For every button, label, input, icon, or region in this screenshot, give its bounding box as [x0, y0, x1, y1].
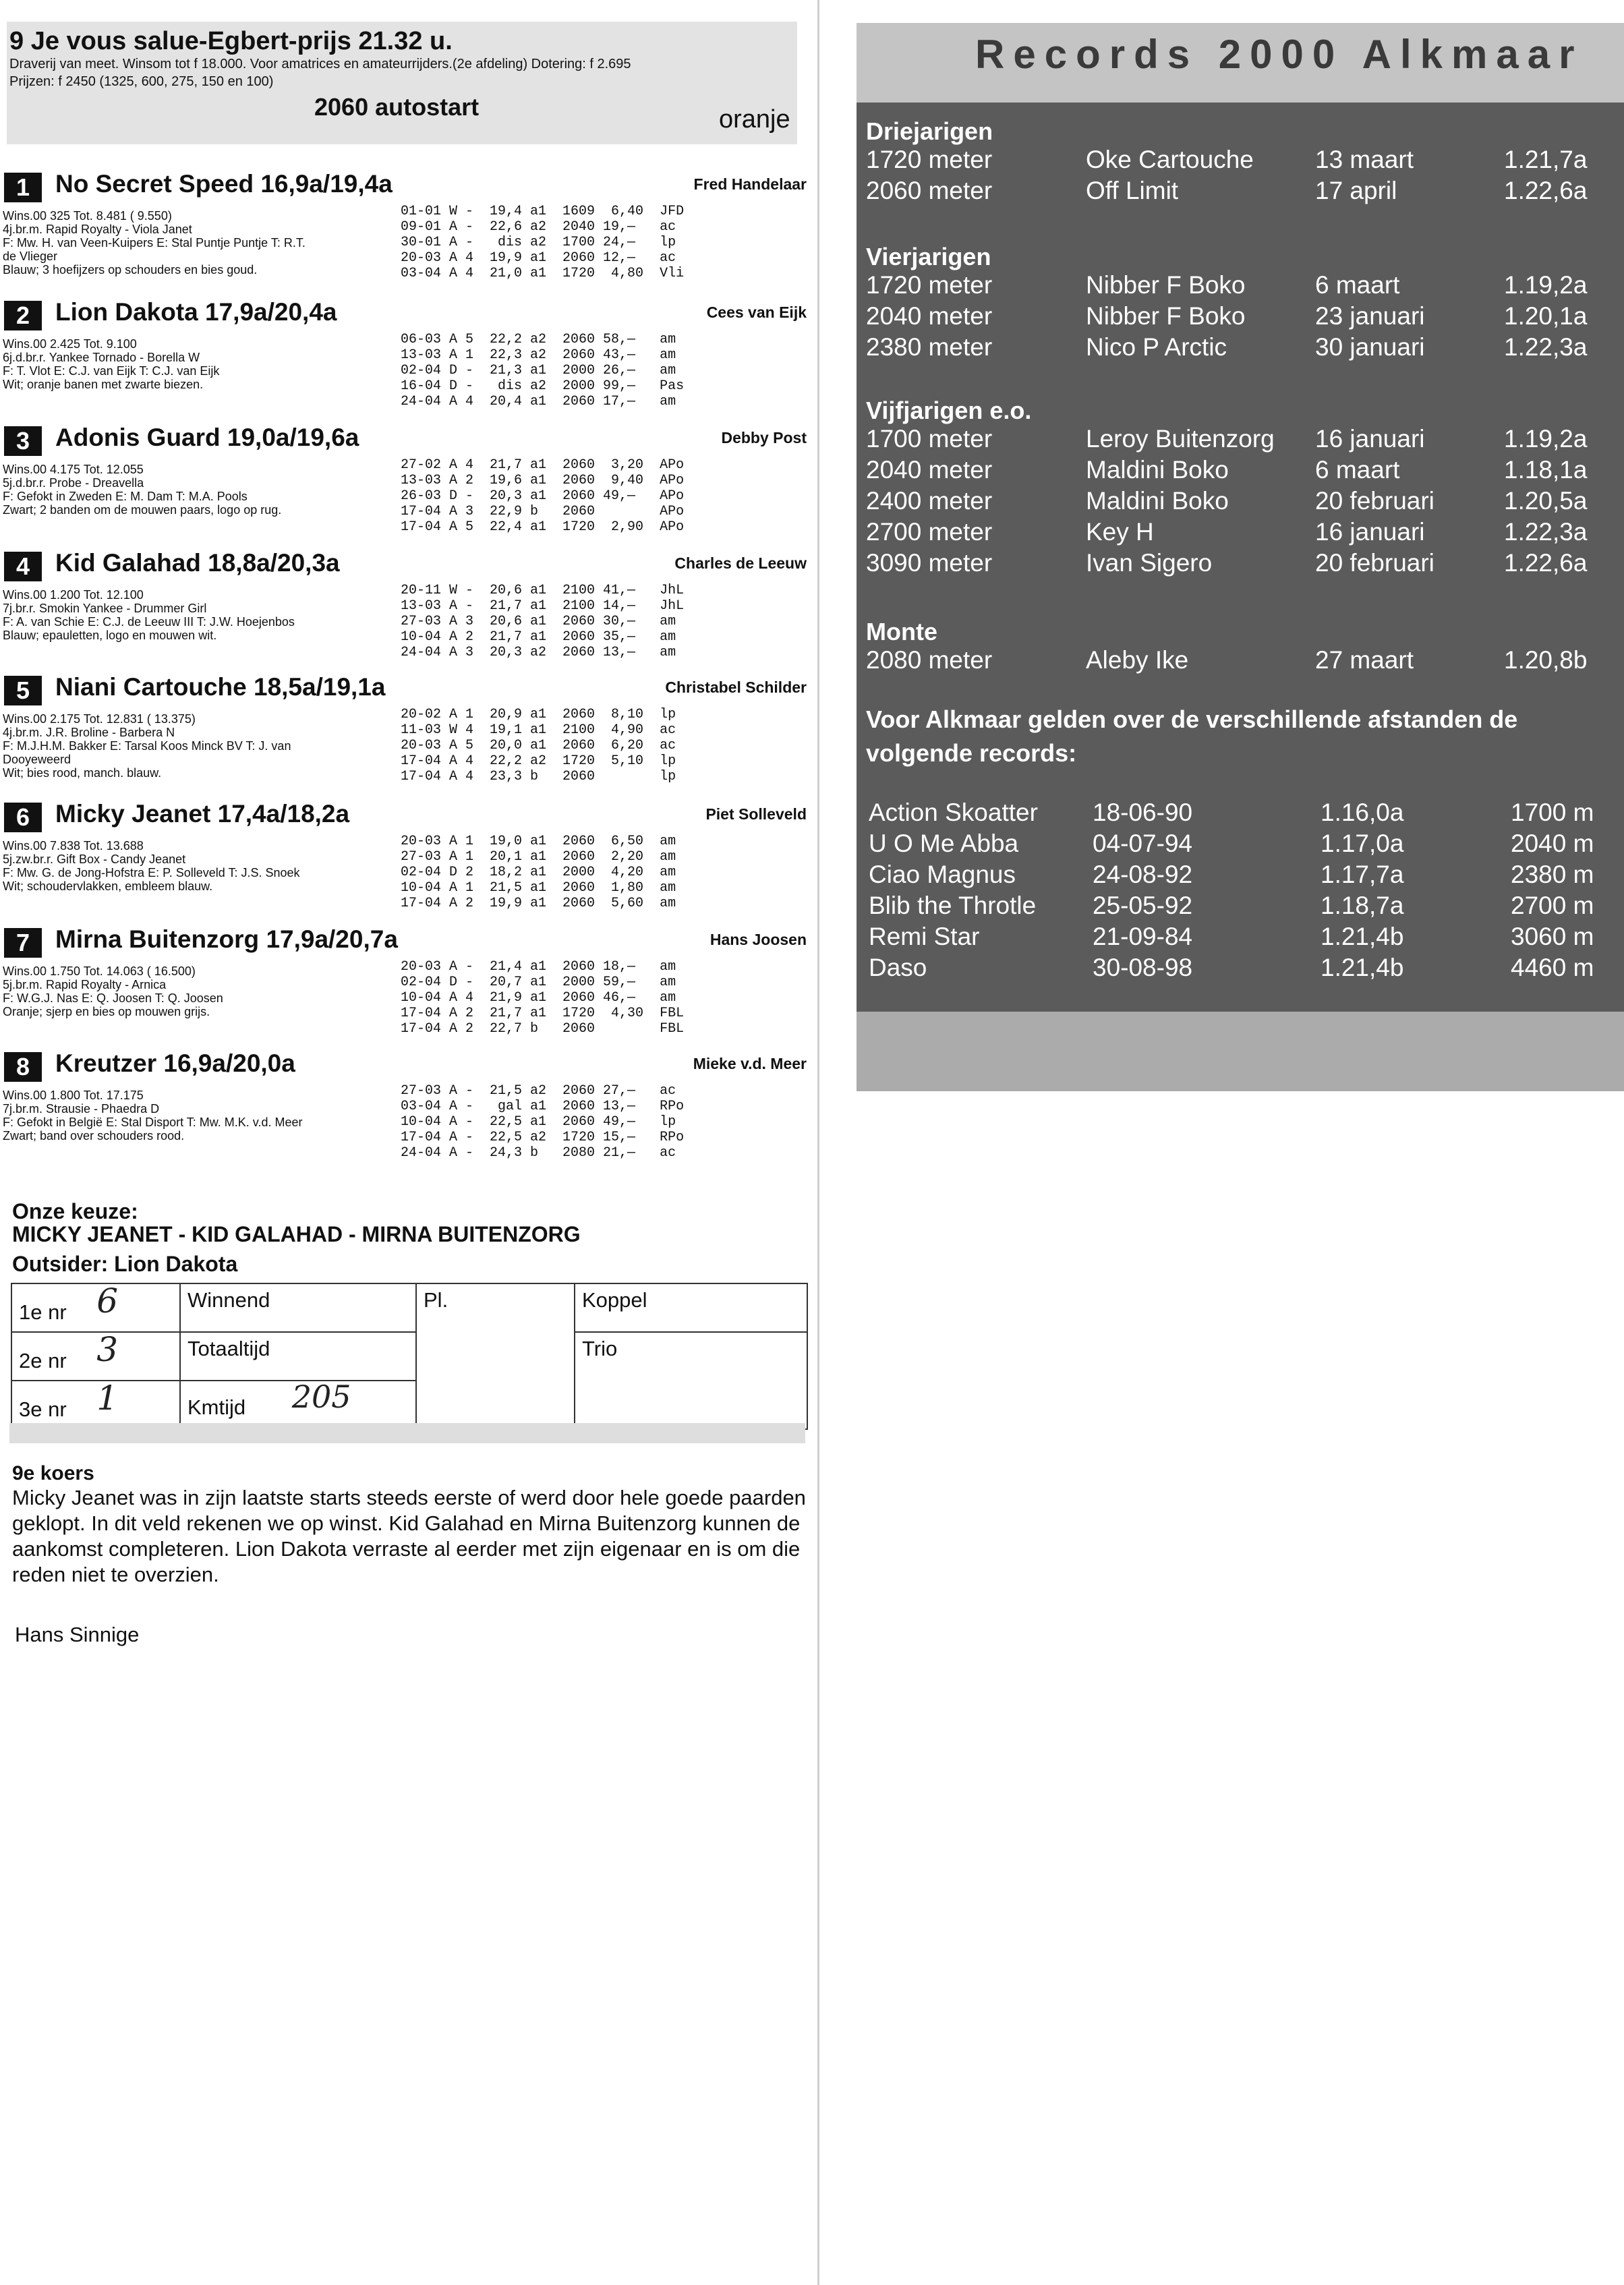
horse-info [3, 588, 401, 642]
horse-info [3, 712, 401, 780]
horse-info [3, 839, 401, 893]
records-panel [857, 23, 1624, 1091]
alltime-horse: U O Me Abba [869, 830, 1019, 857]
horse-info-line: Wins.00 1.200 Tot. 12.100 [3, 588, 144, 602]
bet-field-cell[interactable] [180, 1381, 416, 1429]
record-time: 1.19,2a [1504, 271, 1588, 299]
horse-info [3, 964, 401, 1018]
record-distance: 2060 meter [866, 177, 993, 204]
run-line: 20-03 A 1 19,0 a1 2060 6,50 am [401, 834, 676, 849]
alltime-time: 1.17,7a [1321, 861, 1404, 888]
horse-info-line: Blauw; epauletten, logo en mouwen wit. [3, 629, 217, 642]
record-category: Vijfjarigen e.o. [866, 397, 1032, 424]
bet-pl-cell[interactable] [416, 1283, 575, 1429]
record-date: 20 februari [1315, 487, 1434, 515]
record-date: 23 januari [1315, 302, 1425, 330]
horse-info-line: F: W.G.J. Nas E: Q. Joosen T: Q. Joosen [3, 991, 223, 1005]
horse-driver: Piet Solleveld [705, 805, 807, 823]
run-line: 17-04 A 4 23,3 b 2060 lp [401, 769, 676, 784]
horse-info-line: Wit; schoudervlakken, embleem blauw. [3, 879, 213, 893]
horse-info-line: Zwart; band over schouders rood. [3, 1129, 185, 1142]
run-line: 24-04 A 4 20,4 a1 2060 17,— am [401, 394, 676, 409]
alltime-date: 04-07-94 [1093, 830, 1193, 857]
run-line: 17-04 A 4 22,2 a2 1720 5,10 lp [401, 753, 676, 769]
alltime-row [857, 954, 1624, 985]
run-line: 30-01 A - dis a2 1700 24,— lp [401, 235, 676, 250]
race-prizes: Prijzen: f 2450 (1325, 600, 275, 150 en 100) [9, 74, 274, 89]
choice-picks: MICKY JEANET - KID GALAHAD - MIRNA BUITENZORG [12, 1222, 581, 1246]
horse-driver: Charles de Leeuw [674, 554, 807, 572]
horse-name: Kid Galahad 18,8a/20,3a [55, 549, 340, 577]
run-line: 13-03 A - 21,7 a1 2100 14,— JhL [401, 598, 685, 614]
run-line: 06-03 A 5 22,2 a2 2060 58,— am [401, 332, 676, 347]
record-time: 1.19,2a [1504, 425, 1588, 453]
records-bottom-band [857, 1012, 1624, 1091]
bet-field-cell[interactable] [180, 1283, 416, 1332]
handwritten-number: 6 [96, 1281, 119, 1321]
record-horse: Nico P Arctic [1086, 333, 1227, 361]
horse-number-badge: 8 [4, 1052, 42, 1082]
horse-info-line: F: M.J.H.M. Bakker E: Tarsal Koos Minck BV T: J. van [3, 739, 291, 753]
record-horse: Ivan Sigero [1086, 549, 1213, 577]
horse-number-badge: 1 [4, 173, 42, 202]
run-line: 24-04 A - 24,3 b 2080 21,— ac [401, 1145, 676, 1161]
horse-info-line: F: Mw. H. van Veen-Kuipers E: Stal Puntje Puntje T: R.T. [3, 236, 306, 250]
run-line: 13-03 A 1 22,3 a2 2060 43,— am [401, 347, 676, 363]
horse-info-line: 5j.br.m. Rapid Royalty - Arnica [3, 978, 167, 991]
run-line: 17-04 A 2 21,7 a1 1720 4,30 FBL [401, 1006, 685, 1021]
bet-row [11, 1283, 807, 1332]
choice-label: Onze keuze: [12, 1199, 138, 1223]
horse-name: Mirna Buitenzorg 17,9a/20,7a [55, 925, 398, 953]
horse-driver: Mieke v.d. Meer [693, 1055, 807, 1072]
horse-number-badge: 4 [4, 552, 42, 581]
separator-band [9, 1423, 805, 1443]
record-category: Vierjarigen [866, 243, 991, 270]
run-line: 27-03 A 3 20,6 a1 2060 30,— am [401, 614, 676, 629]
record-distance: 1720 meter [866, 271, 993, 299]
record-horse: Maldini Boko [1086, 487, 1229, 515]
records-note: Voor Alkmaar gelden over de verschillende afstanden de volgende records: [866, 705, 1518, 767]
alltime-row [857, 923, 1624, 954]
horse-recent-runs [401, 457, 684, 535]
record-distance: 1720 meter [866, 146, 993, 173]
record-horse: Oke Cartouche [1086, 146, 1254, 173]
record-date: 6 maart [1315, 271, 1400, 299]
record-row [857, 646, 1624, 677]
record-horse: Aleby Ike [1086, 646, 1189, 674]
alltime-time: 1.21,4b [1321, 954, 1404, 981]
horse-info-line: 4j.br.m. J.R. Broline - Barbera N [3, 726, 175, 739]
horse-driver: Christabel Schilder [665, 678, 807, 696]
record-row [857, 302, 1624, 333]
race-conditions: Draverij van meet. Winsom tot f 18.000. Voor amatrices en amateurrijders.(2e afdeling) Dotering: f 2.695 [9, 57, 631, 71]
handwritten-number: 3 [96, 1330, 119, 1369]
record-time: 1.22,3a [1504, 518, 1588, 546]
record-horse: Key H [1086, 518, 1154, 546]
bet-row [11, 1332, 807, 1381]
run-line: 27-03 A 1 20,1 a1 2060 2,20 am [401, 849, 676, 865]
outsider: Outsider: Lion Dakota [12, 1252, 238, 1276]
horse-recent-runs [401, 583, 684, 660]
alltime-distance: 3060 m [1511, 923, 1594, 950]
bet-trio-cell[interactable] [575, 1332, 807, 1429]
horse-recent-runs [401, 204, 684, 281]
horse-name: No Secret Speed 16,9a/19,4a [55, 170, 393, 198]
horse-info-line: 4j.br.m. Rapid Royalty - Viola Janet [3, 223, 192, 236]
record-row [857, 177, 1624, 208]
horse-name: Kreutzer 16,9a/20,0a [55, 1049, 295, 1077]
horse-number-badge: 5 [4, 676, 42, 705]
record-category: Driejarigen [866, 117, 993, 145]
record-time: 1.21,7a [1504, 146, 1588, 173]
record-date: 16 januari [1315, 518, 1425, 546]
handwritten-number: 1 [96, 1379, 119, 1418]
horse-info-line: 6j.d.br.r. Yankee Tornado - Borella W [3, 351, 200, 364]
author: Hans Sinnige [15, 1623, 140, 1646]
analysis-text: Micky Jeanet was in zijn laatste starts steeds eerste of werd door hele goede paarden geklopt. In dit veld rekenen we op winst. Kid Galahad en Mirna Buitenzorg kunnen de aankomst completeren. Lion Dakota verraste al eerder met zijn eigenaar en is om die reden niet te overzien. [12, 1486, 806, 1586]
run-line: 27-03 A - 21,5 a2 2060 27,— ac [401, 1083, 676, 1099]
horse-name: Niani Cartouche 18,5a/19,1a [55, 673, 386, 701]
horse-driver: Debby Post [721, 429, 807, 446]
bet-field-label: Winnend [187, 1288, 270, 1312]
record-row [857, 146, 1624, 177]
run-line: 03-04 A - gal a1 2060 13,— RPo [401, 1099, 685, 1114]
horse-info-line: Dooyeweerd [3, 753, 71, 766]
run-line: 20-02 A 1 20,9 a1 2060 8,10 lp [401, 707, 676, 722]
horse-info-line: Wins.00 1.750 Tot. 14.063 ( 16.500) [3, 964, 196, 978]
horse-number-badge: 6 [4, 803, 42, 832]
horse-info-line: F: A. van Schie E: C.J. de Leeuw III T: J.W. Hoejenbos [3, 615, 295, 629]
run-line: 10-04 A 2 21,7 a1 2060 35,— am [401, 629, 676, 645]
horse-driver: Cees van Eijk [706, 303, 807, 321]
run-line: 20-03 A - 21,4 a1 2060 18,— am [401, 959, 676, 975]
alltime-date: 18-06-90 [1093, 799, 1193, 826]
alltime-distance: 2380 m [1511, 861, 1594, 888]
race-start-type: 2060 autostart [314, 93, 480, 121]
alltime-time: 1.18,7a [1321, 892, 1404, 919]
bet-number-cell[interactable] [11, 1283, 180, 1332]
horse-number-badge: 7 [4, 928, 42, 958]
alltime-date: 24-08-92 [1093, 861, 1193, 888]
alltime-row [857, 892, 1624, 923]
alltime-row [857, 799, 1624, 830]
run-line: 03-04 A 4 21,0 a1 1720 4,80 Vli [401, 266, 685, 281]
run-line: 27-02 A 4 21,7 a1 2060 3,20 APo [401, 457, 685, 473]
bet-field-cell[interactable] [180, 1332, 416, 1381]
horse-recent-runs [401, 1083, 684, 1161]
run-line: 16-04 D - dis a2 2000 99,— Pas [401, 378, 685, 394]
alltime-time: 1.17,0a [1321, 830, 1404, 857]
horse-driver: Fred Handelaar [693, 175, 807, 193]
record-horse: Leroy Buitenzorg [1086, 425, 1275, 453]
run-line: 02-04 D - 21,3 a1 2000 26,— am [401, 363, 676, 378]
alltime-horse: Daso [869, 954, 927, 981]
horse-entry [0, 800, 809, 921]
horse-info-line: F: Mw. G. de Jong-Hofstra E: P. Solleveld T: J.S. Snoek [3, 866, 300, 879]
horse-recent-runs [401, 707, 676, 784]
horse-info [3, 209, 401, 277]
column-divider [817, 0, 819, 2285]
horse-info-line: de Vlieger [3, 250, 58, 263]
horse-entry [0, 424, 809, 545]
run-line: 10-04 A - 22,5 a1 2060 49,— lp [401, 1114, 676, 1130]
horse-recent-runs [401, 959, 684, 1037]
horse-entry [0, 298, 809, 420]
run-line: 24-04 A 3 20,3 a2 2060 13,— am [401, 645, 676, 660]
horse-info [3, 463, 401, 517]
horse-info-line: Oranje; sjerp en bies op mouwen grijs. [3, 1005, 210, 1018]
alltime-horse: Remi Star [869, 923, 980, 950]
horse-entry [0, 673, 809, 794]
record-row [857, 549, 1624, 580]
record-distance: 2400 meter [866, 487, 993, 515]
alltime-distance: 1700 m [1511, 799, 1594, 826]
run-line: 02-04 D - 20,7 a1 2000 59,— am [401, 975, 676, 990]
horse-name: Micky Jeanet 17,4a/18,2a [55, 800, 350, 828]
horse-driver: Hans Joosen [709, 931, 807, 948]
run-line: 10-04 A 4 21,9 a1 2060 46,— am [401, 990, 676, 1006]
run-line: 20-11 W - 20,6 a1 2100 41,— JhL [401, 583, 685, 598]
horse-info-line: Zwart; 2 banden om de mouwen paars, logo op rug. [3, 503, 282, 517]
horse-number-badge: 2 [4, 301, 42, 330]
horse-info-line: Blauw; 3 hoefijzers op schouders en bies goud. [3, 263, 258, 277]
record-row [857, 425, 1624, 456]
horse-info-line: Wins.00 4.175 Tot. 12.055 [3, 463, 144, 476]
horse-info-line: 5j.zw.br.r. Gift Box - Candy Jeanet [3, 852, 186, 866]
horse-info-line: F: Gefokt in België E: Stal Disport T: Mw. M.K. v.d. Meer [3, 1116, 303, 1129]
record-date: 20 februari [1315, 549, 1434, 577]
horse-info [3, 1089, 401, 1142]
alltime-row [857, 861, 1624, 892]
alltime-date: 30-08-98 [1093, 954, 1193, 981]
bet-row-label: 2e nr [19, 1349, 67, 1372]
horse-entry [0, 170, 809, 291]
horse-info-line: 7j.br.r. Smokin Yankee - Drummer Girl [3, 602, 207, 615]
record-distance: 2700 meter [866, 518, 993, 546]
record-horse: Off Limit [1086, 177, 1179, 204]
bet-trio-label: Trio [582, 1337, 618, 1360]
record-time: 1.20,8b [1504, 646, 1588, 674]
record-distance: 2080 meter [866, 646, 993, 674]
record-horse: Nibber F Boko [1086, 271, 1246, 299]
horse-info-line: F: T. Vlot E: C.J. van Eijk T: C.J. van Eijk [3, 364, 220, 378]
record-distance: 2040 meter [866, 302, 993, 330]
horse-info-line: Wins.00 325 Tot. 8.481 ( 9.550) [3, 209, 172, 223]
run-line: 02-04 D 2 18,2 a1 2000 4,20 am [401, 865, 676, 880]
horse-entry [0, 549, 809, 670]
records-banner [857, 23, 1624, 103]
record-date: 30 januari [1315, 333, 1425, 361]
horse-info-line: 7j.br.m. Strausie - Phaedra D [3, 1102, 160, 1116]
alltime-horse: Action Skoatter [869, 799, 1038, 826]
record-horse: Maldini Boko [1086, 456, 1229, 484]
run-line: 10-04 A 1 21,5 a1 2060 1,80 am [401, 880, 676, 896]
record-time: 1.20,1a [1504, 302, 1588, 330]
run-line: 11-03 W 4 19,1 a1 2100 4,90 ac [401, 722, 676, 738]
record-time: 1.22,6a [1504, 549, 1588, 577]
run-line: 13-03 A 2 19,6 a1 2060 9,40 APo [401, 473, 685, 488]
alltime-date: 21-09-84 [1093, 923, 1193, 950]
race-color: oranje [719, 105, 790, 134]
horse-info-line: Wins.00 2.425 Tot. 9.100 [3, 337, 137, 351]
run-line: 09-01 A - 22,6 a2 2040 19,— ac [401, 219, 676, 235]
bet-field-label: Totaaltijd [187, 1337, 270, 1360]
record-date: 16 januari [1315, 425, 1425, 453]
run-line: 17-04 A 5 22,4 a1 1720 2,90 APo [401, 519, 685, 535]
horse-info-line: Wins.00 2.175 Tot. 12.831 ( 13.375) [3, 712, 196, 726]
horse-info-line: Wins.00 1.800 Tot. 17.175 [3, 1089, 144, 1102]
record-time: 1.18,1a [1504, 456, 1588, 484]
record-distance: 3090 meter [866, 549, 993, 577]
alltime-time: 1.21,4b [1321, 923, 1404, 950]
alltime-horse: Ciao Magnus [869, 861, 1016, 888]
bet-number-cell[interactable] [11, 1381, 180, 1429]
horse-name: Adonis Guard 19,0a/19,6a [55, 424, 359, 451]
record-date: 17 april [1315, 177, 1397, 204]
bet-row-label: 1e nr [19, 1300, 67, 1324]
horse-info [3, 337, 401, 391]
bet-pl-label: Pl. [424, 1288, 448, 1312]
alltime-time: 1.16,0a [1321, 799, 1404, 826]
run-line: 26-03 D - 20,3 a1 2060 49,— APo [401, 488, 685, 504]
horse-info-line: Wit; oranje banen met zwarte biezen. [3, 378, 204, 391]
record-date: 13 maart [1315, 146, 1414, 173]
horse-entry [0, 925, 809, 1047]
records-title: Records 2000 Alkmaar [975, 32, 1584, 77]
run-line: 17-04 A - 22,5 a2 1720 15,— RPo [401, 1130, 685, 1145]
record-time: 1.22,6a [1504, 177, 1588, 204]
record-time: 1.20,5a [1504, 487, 1588, 515]
record-row [857, 518, 1624, 549]
horse-info-line: 5j.d.br.r. Probe - Dreavella [3, 476, 144, 490]
race-title: 9 Je vous salue-Egbert-prijs 21.32 u. [9, 27, 453, 55]
run-line: 17-04 A 2 22,7 b 2060 FBL [401, 1021, 685, 1037]
alltime-row [857, 830, 1624, 861]
horse-name: Lion Dakota 17,9a/20,4a [55, 298, 337, 326]
record-distance: 2380 meter [866, 333, 993, 361]
bet-number-cell[interactable] [11, 1332, 180, 1381]
horse-recent-runs [401, 332, 684, 409]
record-date: 6 maart [1315, 456, 1400, 484]
horse-info-line: Wit; bies rood, manch. blauw. [3, 766, 162, 780]
record-row [857, 487, 1624, 518]
record-horse: Nibber F Boko [1086, 302, 1246, 330]
record-date: 27 maart [1315, 646, 1414, 674]
record-row [857, 271, 1624, 302]
bet-form [11, 1283, 808, 1430]
record-distance: 2040 meter [866, 456, 993, 484]
record-category: Monte [866, 618, 937, 645]
bet-koppel-label: Koppel [582, 1288, 647, 1312]
run-line: 20-03 A 4 19,9 a1 2060 12,— ac [401, 250, 676, 266]
alltime-date: 25-05-92 [1093, 892, 1193, 919]
analysis-title: 9e koers [12, 1462, 94, 1484]
horse-recent-runs [401, 834, 676, 911]
run-line: 01-01 W - 19,4 a1 1609 6,40 JFD [401, 204, 685, 219]
bet-row-label: 3e nr [19, 1397, 67, 1421]
bet-field-label: Kmtijd [187, 1395, 246, 1419]
horse-info-line: Wins.00 7.838 Tot. 13.688 [3, 839, 144, 852]
run-line: 20-03 A 5 20,0 a1 2060 6,20 ac [401, 738, 676, 753]
alltime-horse: Blib the Throtle [869, 892, 1037, 919]
alltime-distance: 2700 m [1511, 892, 1594, 919]
record-distance: 1700 meter [866, 425, 993, 453]
bet-koppel-cell[interactable] [575, 1283, 807, 1332]
race-header [7, 22, 797, 144]
record-time: 1.22,3a [1504, 333, 1588, 361]
horse-number-badge: 3 [4, 426, 42, 456]
horse-info-line: F: Gefokt in Zweden E: M. Dam T: M.A. Pools [3, 490, 248, 503]
record-row [857, 456, 1624, 487]
record-row [857, 333, 1624, 364]
run-line: 17-04 A 2 19,9 a1 2060 5,60 am [401, 896, 676, 911]
run-line: 17-04 A 3 22,9 b 2060 APo [401, 504, 685, 519]
handwritten-kmtijd: 205 [291, 1379, 351, 1415]
horse-entry [0, 1049, 809, 1171]
alltime-distance: 2040 m [1511, 830, 1594, 857]
alltime-distance: 4460 m [1511, 954, 1594, 981]
